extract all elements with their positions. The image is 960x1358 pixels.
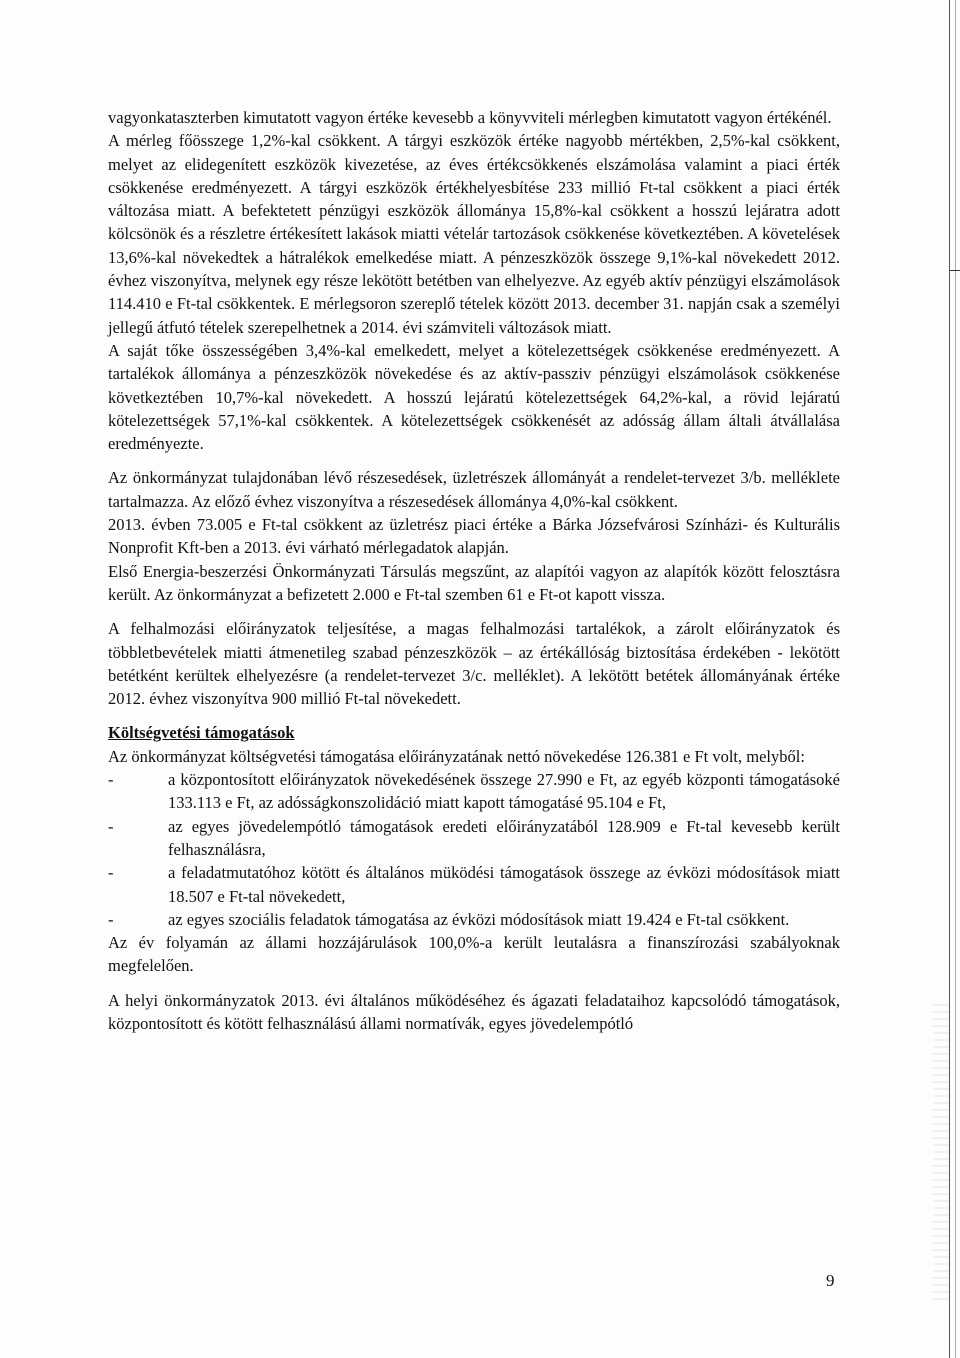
scan-edge xyxy=(949,0,950,1358)
list-item xyxy=(108,908,840,931)
list-dash: - xyxy=(108,909,114,929)
list-item xyxy=(108,768,840,815)
support-list xyxy=(108,768,840,931)
list-item xyxy=(108,861,840,908)
page-number: 9 xyxy=(826,1271,835,1290)
scan-noise xyxy=(933,1000,949,1300)
document-body xyxy=(108,106,840,1035)
scan-edge-outer xyxy=(955,0,956,1358)
list-dash: - xyxy=(108,770,114,790)
paragraph-barka: 2013. évben 73.005 e Ft-tal csökkent az üzletrész piaci értéke a Bárka Józsefvárosi Színházi- és Kulturális Nonprofit Kft-ben a 2013. évi várható mérlegadatok alapján. xyxy=(108,515,840,558)
section-heading: Költségvetési támogatások xyxy=(108,723,295,743)
paragraph-energia-tarsulas: Első Energia-beszerzési Önkormányzati Társulás megszűnt, az alapítói vagyon az alapítók között felosztásra került. Az önkormányzat a befizetett 2.000 e Ft-tal szemben 61 e Ft-ot kapott vissza. xyxy=(108,561,840,604)
list-dash: - xyxy=(108,863,114,883)
list-dash: - xyxy=(108,816,114,836)
paragraph-helyi-onkormanyzatok: A helyi önkormányzatok 2013. évi általános működéséhez és ágazati feladataihoz kapcsolódó támogatások, központosított és kötött felhasználású állami normatívák, egyes jövedelempótló xyxy=(108,990,840,1033)
list-item-text: a központosított előirányzatok növekedésének összege 27.990 e Ft, az egyéb központi támogatásoké 133.113 e Ft, az adósságkonszolidáció miatt kapott támogatásé 95.104 e Ft, xyxy=(168,770,840,813)
list-item-text: az egyes szociális feladatok támogatása az évközi módosítások miatt 19.424 e Ft-tal csökkent. xyxy=(168,909,790,929)
list-item-text: az egyes jövedelempótló támogatások eredeti előirányzatából 128.909 e Ft-tal kevesebb került felhasználásra, xyxy=(168,816,840,859)
paragraph-merleg: A mérleg főösszege 1,2%-kal csökkent. A tárgyi eszközök értéke nagyobb mértékben, 2,5%-kal csökkent, melyet az elidegenített eszközök kivezetése, az éves értékcsökkenés elszámolása valamint a piaci érték csökkenése eredményezett. A tárgyi eszközök értékhelyesbítése 233 millió Ft-tal csökkent a piaci érték változása miatt. A befektetett pénzügyi eszközök állománya 15,8%-kal csökkent a hosszú lejáratra adott kölcsönök és a részletre értékesített lakások miatti vételár tartozások csökkenése következtében. A követelések 13,6%-kal növekedtek a hátralékok emelkedése miatt. A pénzeszközök összege 9,1%-kal növekedett 2012. évhez viszonyítva, melynek egy része lekötött betétben van elhelyezve. Az egyéb aktív pénzügyi elszámolások 114.410 e Ft-tal csökkentek. E mérlegsoron szereplő tételek között 2013. december 31. napján csak a személyi jellegű átfutó tételek szerepelhetnek a 2014. évi számviteli változások miatt. xyxy=(108,131,840,337)
paragraph-intro: Az önkormányzat költségvetési támogatása előirányzatának nettó növekedése 126.381 e Ft volt, melyből: xyxy=(108,746,805,766)
paragraph-felhalmozasi: A felhalmozási előirányzatok teljesítése, a magas felhalmozási tartalékok, a zárolt előirányzatok és többletbevételek miatti átmenetileg szabad pénzeszközök – az értékállóság biztosítása érdekében - lekötött betétként kerültek elhelyezésre (a rendelet-tervezet 3/c. melléklet). A lekötött betétek állományának értéke 2012. évhez viszonyítva 900 millió Ft-tal növekedett. xyxy=(108,619,840,709)
scan-mark xyxy=(950,270,960,271)
paragraph-allami-hozzajarulasok: Az év folyamán az állami hozzájárulások 100,0%-a került leutalásra a finanszírozási szabályoknak megfelelően. xyxy=(108,933,840,976)
paragraph-reszesedesek: Az önkormányzat tulajdonában lévő részesedések, üzletrészek állományát a rendelet-tervezet 3/b. melléklete tartalmazza. Az előző évhez viszonyítva a részesedések állománya 4,0%-kal csökkent. xyxy=(108,468,840,511)
list-item xyxy=(108,815,840,862)
list-item-text: a feladatmutatóhoz kötött és általános müködési támogatások összege az évközi módosítások miatt 18.507 e Ft-tal növekedett, xyxy=(168,863,840,906)
paragraph-sajat-toke: A saját tőke összességében 3,4%-kal emelkedett, melyet a kötelezettségek csökkenése eredményezett. A tartalékok állománya a pénzeszközök növekedése és az aktív-passziv pénzügyi elszámolások csökkenése következtében 10,7%-kal növekedett. A hosszú lejáratú kötelezettségek 64,2%-kal, a rövid lejáratú kötelezettségek 57,1%-kal csökkentek. A kötelezettségek csökkenését az adósság állam általi átvállalása eredményezte. xyxy=(108,340,840,454)
paragraph-vagyonkataszter: vagyonkataszterben kimutatott vagyon értéke kevesebb a könyvviteli mérlegben kimutatott vagyon értékénél. xyxy=(108,108,832,127)
